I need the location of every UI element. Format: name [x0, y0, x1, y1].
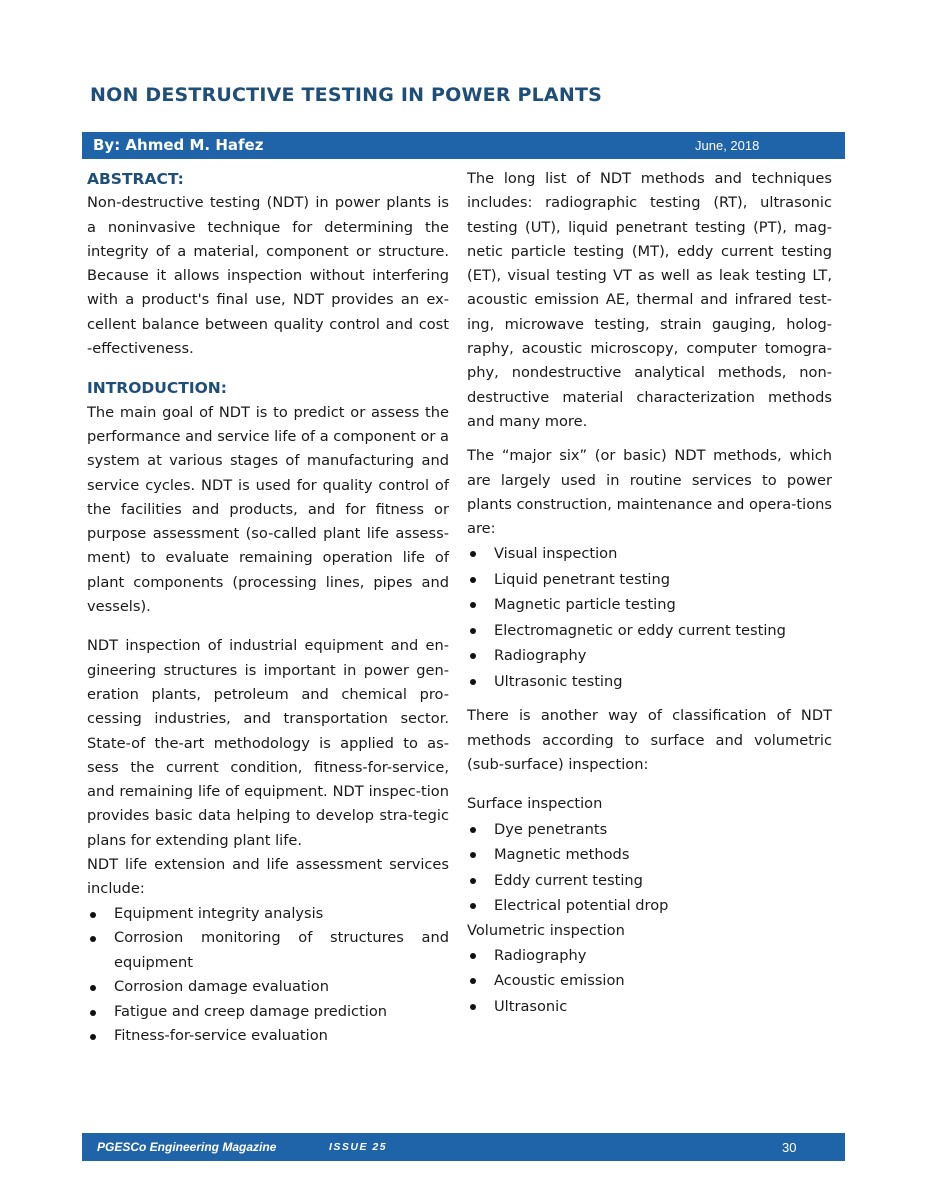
article-title: NON DESTRUCTIVE TESTING IN POWER PLANTS [90, 84, 602, 106]
major-six-list [467, 541, 832, 694]
major-six-paragraph: The “major six” (or basic) NDT methods, which are largely used in routine services to power plants construction, maintenance and opera-tions are: [467, 447, 832, 538]
list-item: Ultrasonic [467, 994, 832, 1020]
intro-paragraph-2: NDT inspection of industrial equipment and en-gineering structures is important in power gen-eration plants, petroleum and chemical pro-cessing industries, and transportation sector. State-of the-art methodology is applied to as-sess the current condition, fitness-for-service, and remaining life of equipment. NDT inspec-tion provides basic data helping to develop stra-tegic plans for extending plant life. [87, 637, 449, 849]
left-column [87, 167, 449, 1049]
list-item: Dye penetrants [467, 817, 832, 843]
list-item: Fitness-for-service evaluation [87, 1024, 449, 1049]
list-item: Liquid penetrant testing [467, 567, 832, 593]
list-item: Equipment integrity analysis [87, 902, 449, 927]
list-item: Acoustic emission [467, 968, 832, 994]
list-item: Eddy current testing [467, 868, 832, 894]
abstract-heading: ABSTRACT: [87, 170, 184, 188]
footer-bar [82, 1133, 845, 1161]
list-item: Magnetic particle testing [467, 592, 832, 618]
volumetric-list [467, 943, 832, 1020]
list-item: Fatigue and creep damage prediction [87, 1000, 449, 1025]
introduction-heading: INTRODUCTION: [87, 379, 227, 398]
list-item: Ultrasonic testing [467, 669, 832, 695]
list-item: Magnetic methods [467, 842, 832, 868]
list-item: Electrical potential drop [467, 893, 832, 919]
list-item: Corrosion monitoring of structures and equipment [87, 926, 449, 975]
issue-number: ISSUE 25 [329, 1141, 388, 1153]
intro-paragraph-3: NDT life extension and life assessment services include: [87, 856, 449, 898]
list-item: Corrosion damage evaluation [87, 975, 449, 1000]
publish-date: June, 2018 [695, 138, 760, 153]
list-item: Visual inspection [467, 541, 832, 567]
intro-paragraph-1: The main goal of NDT is to predict or assess the performance and service life of a component or a system at various stages of manufacturing and service cycles. NDT is used for quality control of the facilities and products, and for fitness or purpose assessment (so-called plant life assess-ment) to evaluate remaining operation life of plant components (processing lines, pipes and vessels). [87, 403, 449, 616]
list-item: Electromagnetic or eddy current testing [467, 618, 832, 644]
surface-inspection-label: Surface inspection [467, 795, 603, 813]
abstract-text: Non-destructive testing (NDT) in power plants is a noninvasive technique for determining the integrity of a material, component or structure. Because it allows inspection without interfering with a product's final use, NDT provides an ex-cellent balance between quality control and cost -effectiveness. [87, 194, 449, 358]
right-column [467, 167, 832, 1019]
list-item: Radiography [467, 643, 832, 669]
surface-list [467, 817, 832, 919]
list-item: Radiography [467, 943, 832, 969]
methods-paragraph: The long list of NDT methods and techniques includes: radiographic testing (RT), ultrasonic testing (UT), liquid penetrant testing (PT), mag-netic particle testing (MT), eddy current testing (ET), visual testing VT as well as leak testing LT, acoustic emission AE, thermal and infrared test-ing, microwave testing, strain gauging, holog-raphy, acoustic microscopy, computer tomogra-phy, nondestructive analytical methods, non-destructive material characterization methods and many more. [467, 170, 832, 430]
services-list [87, 902, 449, 1049]
page-number: 30 [782, 1140, 797, 1155]
volumetric-inspection-label: Volumetric inspection [467, 921, 625, 939]
magazine-name: PGESCo Engineering Magazine [97, 1140, 277, 1154]
classification-paragraph: There is another way of classification of NDT methods according to surface and volumetric (sub-surface) inspection: [467, 707, 832, 774]
byline-bar [82, 132, 845, 159]
author-name: By: Ahmed M. Hafez [93, 136, 264, 154]
